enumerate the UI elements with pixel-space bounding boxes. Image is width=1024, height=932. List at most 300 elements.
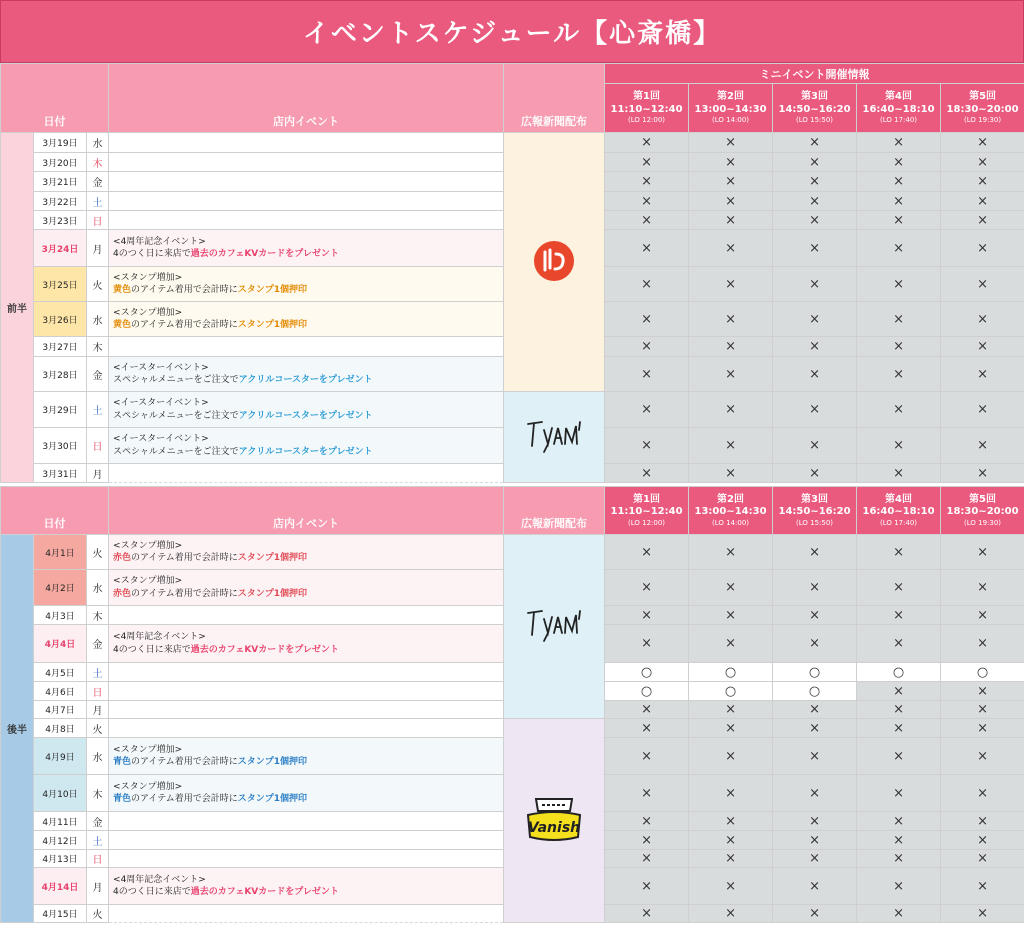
availability-cell: × <box>941 133 1024 153</box>
news-header: 広報新聞配布 <box>504 487 605 535</box>
round-time: 11:10~12:40 <box>610 103 683 115</box>
news-logo-cell <box>504 535 605 719</box>
round-header-3 <box>773 487 857 535</box>
availability-cell: × <box>857 701 941 719</box>
availability-cell: × <box>689 302 773 337</box>
availability-cell: × <box>773 172 857 192</box>
date-cell: 3月31日 <box>34 464 87 483</box>
weekday-cell: 土 <box>87 831 109 850</box>
availability-cell: × <box>857 267 941 302</box>
availability-cell: × <box>941 682 1024 701</box>
event-text: スペシャルメニューをご注文で <box>113 410 239 421</box>
event-cell <box>109 302 504 337</box>
weekday-cell: 土 <box>87 192 109 211</box>
availability-cell: × <box>605 719 689 738</box>
availability-cell: × <box>857 625 941 663</box>
availability-cell: × <box>773 625 857 663</box>
logo-caption <box>504 848 505 849</box>
round-label: 第5回 <box>969 91 997 103</box>
news-logo-cell <box>504 719 605 923</box>
round-label: 第2回 <box>717 493 745 505</box>
date-cell: 3月19日 <box>34 133 87 153</box>
availability-cell: × <box>941 570 1024 606</box>
availability-cell: × <box>857 738 941 775</box>
round-time: 18:30~20:00 <box>946 103 1019 115</box>
availability-cell: × <box>857 905 941 923</box>
weekday-cell: 金 <box>87 625 109 663</box>
event-highlight: 過去のカフェKVカードをプレゼント <box>190 887 339 897</box>
event-body <box>113 248 503 260</box>
date-cell: 4月8日 <box>34 719 87 738</box>
event-cell <box>109 337 504 357</box>
event-cell <box>109 850 504 868</box>
event-highlight: アクリルコースターをプレゼント <box>238 375 373 385</box>
availability-cell: × <box>689 267 773 302</box>
availability-cell: × <box>605 606 689 625</box>
event-highlight: スタンプ1個押印 <box>237 320 308 330</box>
availability-cell: × <box>941 535 1024 570</box>
availability-cell: × <box>857 812 941 831</box>
availability-cell: × <box>605 133 689 153</box>
weekday-cell: 水 <box>87 133 109 153</box>
event-cell <box>109 701 504 719</box>
date-cell: 4月10日 <box>34 775 87 812</box>
availability-cell: × <box>689 172 773 192</box>
weekday-cell: 日 <box>87 682 109 701</box>
date-cell: 3月27日 <box>34 337 87 357</box>
round-time: 14:50~16:20 <box>778 506 851 518</box>
schedule-row <box>1 392 1024 428</box>
availability-cell: × <box>941 738 1024 775</box>
availability-cell: × <box>773 850 857 868</box>
availability-cell: × <box>689 570 773 606</box>
fyam-logo-icon <box>522 416 586 456</box>
weekday-cell: 金 <box>87 172 109 192</box>
availability-cell: × <box>773 133 857 153</box>
availability-cell: × <box>689 775 773 812</box>
round-last-order: (LO 15:50) <box>796 116 834 125</box>
round-last-order: (LO 15:50) <box>796 518 834 527</box>
availability-cell: × <box>605 570 689 606</box>
availability-cell: ○ <box>857 663 941 682</box>
availability-cell: × <box>941 302 1024 337</box>
availability-cell: × <box>773 392 857 428</box>
availability-cell: × <box>605 831 689 850</box>
availability-cell: × <box>605 357 689 392</box>
event-body <box>113 588 503 600</box>
solpi-logo-icon <box>531 238 577 284</box>
availability-cell: × <box>689 535 773 570</box>
event-cell <box>109 535 504 570</box>
availability-cell: × <box>689 392 773 428</box>
availability-cell: × <box>857 133 941 153</box>
weekday-cell: 日 <box>87 211 109 230</box>
availability-cell: ○ <box>605 682 689 701</box>
event-body <box>113 552 503 564</box>
availability-cell: × <box>773 192 857 211</box>
availability-cell: × <box>605 812 689 831</box>
availability-cell: × <box>689 831 773 850</box>
event-text: スペシャルメニューをご注文で <box>113 446 239 457</box>
availability-cell: × <box>857 850 941 868</box>
availability-cell: × <box>941 775 1024 812</box>
weekday-cell: 月 <box>87 230 109 267</box>
availability-cell: × <box>605 267 689 302</box>
date-cell: 4月14日 <box>34 868 87 905</box>
availability-cell: ○ <box>773 682 857 701</box>
availability-cell: × <box>773 267 857 302</box>
date-cell: 4月1日 <box>34 535 87 570</box>
availability-cell: × <box>941 606 1024 625</box>
mini-event-header: ミニイベント開催情報 <box>605 64 1024 84</box>
round-time: 18:30~20:00 <box>946 506 1019 518</box>
availability-cell: × <box>773 905 857 923</box>
event-highlight: スタンプ1個押印 <box>237 757 308 767</box>
round-header-1 <box>605 84 689 133</box>
event-heading: <スタンプ増加> <box>113 307 183 318</box>
availability-cell: × <box>941 357 1024 392</box>
weekday-cell: 金 <box>87 812 109 831</box>
event-highlight: スタンプ1個押印 <box>237 285 308 295</box>
event-cell <box>109 663 504 682</box>
availability-cell: × <box>605 172 689 192</box>
date-cell: 4月3日 <box>34 606 87 625</box>
availability-cell: × <box>689 464 773 483</box>
availability-cell: × <box>941 337 1024 357</box>
date-cell: 3月20日 <box>34 153 87 172</box>
event-color-word: 青色 <box>113 794 132 804</box>
event-body <box>113 756 503 768</box>
event-text: のアイテム着用で会計時に <box>131 285 238 295</box>
availability-cell: × <box>689 850 773 868</box>
date-header: 日付 <box>1 487 109 535</box>
availability-cell: × <box>941 701 1024 719</box>
event-heading: <スタンプ増加> <box>113 576 183 587</box>
weekday-cell: 火 <box>87 905 109 923</box>
event-color-word: 赤色 <box>113 553 132 563</box>
weekday-cell: 木 <box>87 606 109 625</box>
schedule-table-second-half <box>0 486 1024 923</box>
weekday-cell: 火 <box>87 267 109 302</box>
availability-cell: × <box>773 775 857 812</box>
availability-cell: × <box>773 535 857 570</box>
round-time: 16:40~18:10 <box>862 103 935 115</box>
round-header-5 <box>941 84 1024 133</box>
availability-cell: × <box>941 850 1024 868</box>
availability-cell: × <box>857 172 941 192</box>
date-cell: 4月5日 <box>34 663 87 682</box>
round-label: 第2回 <box>717 91 745 103</box>
event-cell <box>109 211 504 230</box>
date-header: 日付 <box>1 64 109 133</box>
availability-cell: × <box>857 535 941 570</box>
event-cell <box>109 775 504 812</box>
availability-cell: × <box>605 302 689 337</box>
round-last-order: (LO 14:00) <box>712 116 750 125</box>
event-text: 4のつく日に来店で <box>113 887 191 897</box>
date-cell: 4月15日 <box>34 905 87 923</box>
round-last-order: (LO 17:40) <box>880 518 918 527</box>
availability-cell: × <box>857 682 941 701</box>
round-time: 13:00~14:30 <box>694 506 767 518</box>
news-header: 広報新聞配布 <box>504 64 605 133</box>
news-logo-cell <box>504 133 605 392</box>
availability-cell: × <box>689 606 773 625</box>
round-header-5 <box>941 487 1024 535</box>
schedule-table-first-half <box>0 63 1024 483</box>
availability-cell: × <box>689 738 773 775</box>
weekday-cell: 月 <box>87 464 109 483</box>
date-cell: 4月13日 <box>34 850 87 868</box>
event-header: 店内イベント <box>109 64 504 133</box>
availability-cell: × <box>773 831 857 850</box>
availability-cell: × <box>605 211 689 230</box>
event-cell <box>109 868 504 905</box>
availability-cell: × <box>857 192 941 211</box>
availability-cell: × <box>857 153 941 172</box>
event-text: スペシャルメニューをご注文で <box>113 375 239 385</box>
availability-cell: × <box>689 625 773 663</box>
availability-cell: × <box>773 211 857 230</box>
availability-cell: × <box>941 464 1024 483</box>
event-body <box>113 446 503 458</box>
event-color-word: 青色 <box>113 757 132 767</box>
event-text: のアイテム着用で会計時に <box>131 320 238 330</box>
date-cell: 3月25日 <box>34 267 87 302</box>
event-cell <box>109 357 504 392</box>
availability-cell: × <box>857 831 941 850</box>
event-heading: <4周年記念イベント> <box>113 236 206 247</box>
weekday-cell: 木 <box>87 337 109 357</box>
availability-cell: × <box>773 868 857 905</box>
round-header-1 <box>605 487 689 535</box>
availability-cell: × <box>941 172 1024 192</box>
availability-cell: × <box>689 812 773 831</box>
availability-cell: × <box>941 192 1024 211</box>
round-time: 11:10~12:40 <box>610 506 683 518</box>
availability-cell: × <box>773 357 857 392</box>
availability-cell: × <box>689 211 773 230</box>
availability-cell: × <box>689 153 773 172</box>
weekday-cell: 火 <box>87 719 109 738</box>
availability-cell: × <box>689 701 773 719</box>
news-logo-cell <box>504 392 605 483</box>
availability-cell: × <box>689 905 773 923</box>
weekday-cell: 木 <box>87 775 109 812</box>
event-body <box>113 410 503 422</box>
date-cell: 3月24日 <box>34 230 87 267</box>
event-cell <box>109 682 504 701</box>
availability-cell: × <box>605 428 689 464</box>
availability-cell: × <box>857 428 941 464</box>
event-cell <box>109 230 504 267</box>
date-cell: 4月9日 <box>34 738 87 775</box>
event-heading: <4周年記念イベント> <box>113 632 206 643</box>
availability-cell: × <box>773 701 857 719</box>
round-last-order: (LO 17:40) <box>880 116 918 125</box>
event-cell <box>109 267 504 302</box>
page-title: イベントスケジュール【心斎橋】 <box>0 0 1024 63</box>
schedule-row <box>1 719 1024 738</box>
event-cell <box>109 464 504 483</box>
event-color-word: 黄色 <box>113 285 132 295</box>
availability-cell: × <box>773 337 857 357</box>
event-cell <box>109 153 504 172</box>
weekday-cell: 月 <box>87 701 109 719</box>
event-text: 4のつく日に来店で <box>113 249 191 259</box>
date-cell: 4月11日 <box>34 812 87 831</box>
weekday-cell: 土 <box>87 663 109 682</box>
round-last-order: (LO 19:30) <box>964 518 1002 527</box>
weekday-cell: 土 <box>87 392 109 428</box>
event-heading: <スタンプ増加> <box>113 272 183 283</box>
availability-cell: × <box>941 625 1024 663</box>
date-cell: 3月28日 <box>34 357 87 392</box>
availability-cell: ○ <box>941 663 1024 682</box>
event-cell <box>109 606 504 625</box>
availability-cell: × <box>605 905 689 923</box>
event-heading: <スタンプ増加> <box>113 540 183 551</box>
availability-cell: ○ <box>689 682 773 701</box>
date-cell: 3月26日 <box>34 302 87 337</box>
round-last-order: (LO 14:00) <box>712 518 750 527</box>
logo-caption <box>504 287 505 288</box>
availability-cell: × <box>773 738 857 775</box>
availability-cell: × <box>689 133 773 153</box>
weekday-cell: 月 <box>87 868 109 905</box>
availability-cell: × <box>605 535 689 570</box>
availability-cell: × <box>941 812 1024 831</box>
availability-cell: × <box>689 868 773 905</box>
event-cell <box>109 831 504 850</box>
round-time: 13:00~14:30 <box>694 103 767 115</box>
availability-cell: × <box>773 230 857 267</box>
round-label: 第3回 <box>801 493 829 505</box>
availability-cell: × <box>773 153 857 172</box>
event-highlight: アクリルコースターをプレゼント <box>238 446 373 457</box>
weekday-cell: 日 <box>87 850 109 868</box>
date-cell: 3月22日 <box>34 192 87 211</box>
availability-cell: × <box>941 868 1024 905</box>
availability-cell: ○ <box>689 663 773 682</box>
schedule-row <box>1 133 1024 153</box>
availability-cell: × <box>773 570 857 606</box>
event-text: 4のつく日に来店で <box>113 644 191 655</box>
availability-cell: × <box>605 738 689 775</box>
round-header-3 <box>773 84 857 133</box>
date-cell: 3月30日 <box>34 428 87 464</box>
round-label: 第4回 <box>885 91 913 103</box>
availability-cell: × <box>857 606 941 625</box>
event-text: のアイテム着用で会計時に <box>131 794 238 804</box>
event-cell <box>109 172 504 192</box>
date-cell: 3月23日 <box>34 211 87 230</box>
availability-cell: × <box>857 302 941 337</box>
event-cell <box>109 192 504 211</box>
round-header-2 <box>689 487 773 535</box>
event-cell <box>109 133 504 153</box>
round-time: 16:40~18:10 <box>862 506 935 518</box>
event-heading: <イースターイベント> <box>113 362 209 373</box>
date-cell: 4月7日 <box>34 701 87 719</box>
event-text: のアイテム着用で会計時に <box>131 553 238 563</box>
availability-cell: × <box>605 775 689 812</box>
date-cell: 3月21日 <box>34 172 87 192</box>
event-highlight: スタンプ1個押印 <box>237 588 308 599</box>
round-label: 第3回 <box>801 91 829 103</box>
availability-cell: × <box>605 850 689 868</box>
availability-cell: × <box>605 392 689 428</box>
availability-cell: × <box>941 719 1024 738</box>
event-highlight: 過去のカフェKVカードをプレゼント <box>190 249 339 259</box>
weekday-cell: 日 <box>87 428 109 464</box>
fyam-logo-icon <box>522 605 586 645</box>
event-body <box>113 886 503 898</box>
availability-cell: × <box>941 267 1024 302</box>
availability-cell: × <box>605 868 689 905</box>
availability-cell: × <box>689 192 773 211</box>
availability-cell: × <box>857 464 941 483</box>
availability-cell: × <box>857 868 941 905</box>
availability-cell: × <box>605 701 689 719</box>
weekday-cell: 水 <box>87 570 109 606</box>
weekday-cell: 金 <box>87 357 109 392</box>
event-cell <box>109 719 504 738</box>
availability-cell: × <box>689 230 773 267</box>
event-body <box>113 793 503 805</box>
event-cell <box>109 428 504 464</box>
event-highlight: アクリルコースターをプレゼント <box>238 410 373 421</box>
event-color-word: 黄色 <box>113 320 132 330</box>
availability-cell: × <box>605 230 689 267</box>
round-last-order: (LO 12:00) <box>628 116 666 125</box>
schedule-row <box>1 535 1024 570</box>
event-cell <box>109 905 504 923</box>
round-label: 第4回 <box>885 493 913 505</box>
event-body <box>113 374 503 386</box>
availability-cell: ○ <box>605 663 689 682</box>
event-text: のアイテム着用で会計時に <box>131 757 238 767</box>
weekday-cell: 火 <box>87 535 109 570</box>
availability-cell: × <box>941 392 1024 428</box>
svg-text:Vanish: Vanish <box>527 820 581 836</box>
round-last-order: (LO 19:30) <box>964 116 1002 125</box>
event-cell <box>109 812 504 831</box>
round-label: 第1回 <box>633 493 661 505</box>
availability-cell: × <box>941 230 1024 267</box>
date-cell: 4月2日 <box>34 570 87 606</box>
availability-cell: × <box>941 211 1024 230</box>
event-heading: <スタンプ増加> <box>113 781 183 792</box>
round-header-4 <box>857 487 941 535</box>
availability-cell: × <box>689 719 773 738</box>
event-text: のアイテム着用で会計時に <box>131 588 238 599</box>
availability-cell: ○ <box>773 663 857 682</box>
date-cell: 4月4日 <box>34 625 87 663</box>
event-heading: <スタンプ増加> <box>113 744 183 755</box>
round-last-order: (LO 12:00) <box>628 518 666 527</box>
availability-cell: × <box>605 337 689 357</box>
availability-cell: × <box>605 153 689 172</box>
availability-cell: × <box>857 357 941 392</box>
availability-cell: × <box>857 570 941 606</box>
availability-cell: × <box>857 230 941 267</box>
event-cell <box>109 738 504 775</box>
event-body <box>113 644 503 656</box>
availability-cell: × <box>773 302 857 337</box>
event-highlight: スタンプ1個押印 <box>237 794 308 804</box>
availability-cell: × <box>773 812 857 831</box>
